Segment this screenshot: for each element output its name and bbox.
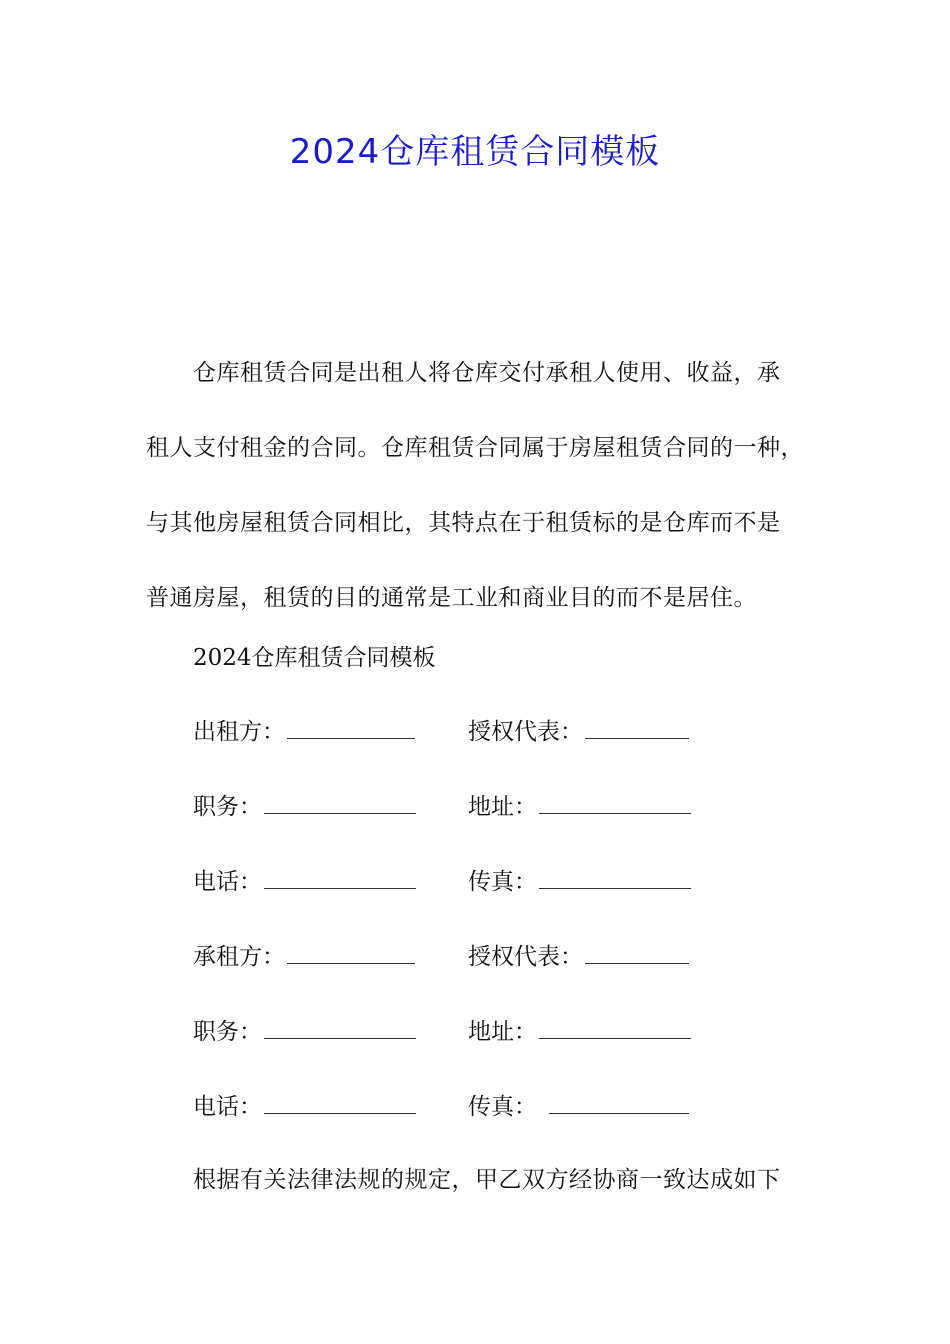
lessee-phone-label: 电话： bbox=[193, 1094, 262, 1120]
document-title: 2024仓库租赁合同模板 bbox=[289, 132, 661, 172]
lessor-party-label: 出租方： bbox=[193, 719, 285, 745]
lessor-fax-blank[interactable] bbox=[539, 866, 691, 889]
lessor-position-field bbox=[193, 789, 416, 825]
intro-line: 租人支付租金的合同。仓库租赁合同属于房屋租赁合同的一种， bbox=[146, 435, 804, 461]
lessee-fax-blank[interactable] bbox=[549, 1091, 689, 1114]
intro-line: 仓库租赁合同是出租人将仓库交付承租人使用、收益，承 bbox=[193, 360, 781, 386]
lessee-position-field bbox=[193, 1014, 416, 1050]
intro-line: 普通房屋，租赁的目的通常是工业和商业目的而不是居住。 bbox=[146, 585, 757, 611]
lessee-party-label: 承租方： bbox=[193, 944, 285, 970]
lessee-phone-field bbox=[193, 1089, 416, 1125]
lessee-party-row bbox=[193, 939, 713, 975]
lessor-phone-label: 电话： bbox=[193, 869, 262, 895]
template-subtitle: 2024仓库租赁合同模板 bbox=[193, 645, 436, 671]
lessee-fax-field bbox=[468, 1089, 689, 1125]
lessor-fax-field bbox=[468, 864, 691, 900]
lessor-position-label: 职务： bbox=[193, 794, 262, 820]
lessee-address-label: 地址： bbox=[468, 1019, 537, 1045]
lessor-address-field bbox=[468, 789, 691, 825]
lessor-phone-blank[interactable] bbox=[264, 866, 416, 889]
lessor-fax-label: 传真： bbox=[468, 869, 537, 895]
intro-paragraph bbox=[146, 336, 808, 636]
lessee-position-row bbox=[193, 1014, 713, 1050]
lessor-rep-blank[interactable] bbox=[585, 716, 689, 739]
intro-line: 与其他房屋租赁合同相比，其特点在于租赁标的是仓库而不是 bbox=[146, 510, 781, 536]
lessee-position-label: 职务： bbox=[193, 1019, 262, 1045]
lessor-rep-label: 授权代表： bbox=[468, 719, 583, 745]
lessor-address-blank[interactable] bbox=[539, 791, 691, 814]
lessee-phone-blank[interactable] bbox=[264, 1091, 416, 1114]
lessor-position-row bbox=[193, 789, 713, 825]
lessor-party-field bbox=[193, 714, 415, 750]
lessee-address-field bbox=[468, 1014, 691, 1050]
lessor-position-blank[interactable] bbox=[264, 791, 416, 814]
lessee-position-blank[interactable] bbox=[264, 1016, 416, 1039]
closing-paragraph: 根据有关法律法规的规定，甲乙双方经协商一致达成如下 bbox=[193, 1167, 781, 1193]
lessee-fax-label: 传真： bbox=[468, 1094, 537, 1120]
lessor-party-row bbox=[193, 714, 713, 750]
lessee-phone-row bbox=[193, 1089, 713, 1125]
lessor-phone-field bbox=[193, 864, 416, 900]
lessee-rep-label: 授权代表： bbox=[468, 944, 583, 970]
lessor-rep-field bbox=[468, 714, 689, 750]
lessor-address-label: 地址： bbox=[468, 794, 537, 820]
lessee-party-blank[interactable] bbox=[287, 941, 415, 964]
lessee-rep-blank[interactable] bbox=[585, 941, 689, 964]
lessor-phone-row bbox=[193, 864, 713, 900]
lessee-party-field bbox=[193, 939, 415, 975]
lessee-address-blank[interactable] bbox=[539, 1016, 691, 1039]
lessor-party-blank[interactable] bbox=[287, 716, 415, 739]
lessee-rep-field bbox=[468, 939, 689, 975]
